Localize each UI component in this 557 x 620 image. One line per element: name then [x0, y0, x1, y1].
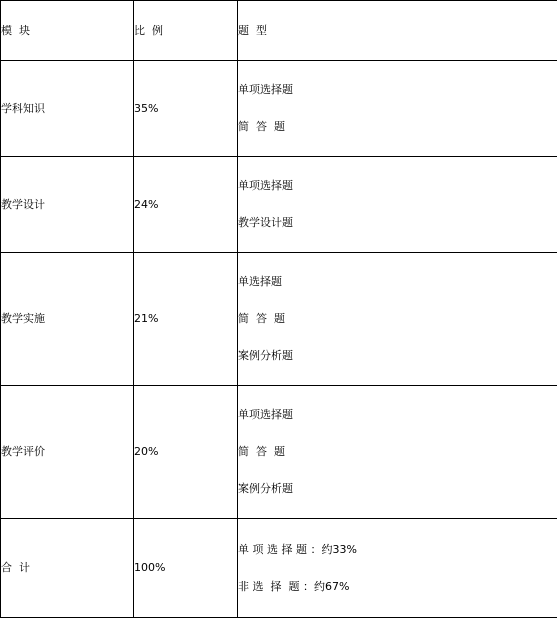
table-row — [1, 157, 557, 253]
ratio-value: 35% — [134, 101, 159, 115]
table-row — [1, 386, 557, 519]
ratio-cell — [134, 519, 238, 618]
module-cell — [1, 253, 134, 386]
question-type: 简 答 题 — [238, 445, 285, 458]
types-cell — [238, 519, 557, 618]
ratio-value: 20% — [134, 445, 159, 458]
question-type: 单选择题 — [238, 275, 282, 288]
header-module-label: 模 块 — [1, 23, 30, 37]
question-type: 单项选择题 — [238, 83, 293, 96]
module-name: 教学实施 — [1, 312, 45, 325]
module-cell — [1, 157, 134, 253]
table-row — [1, 61, 557, 157]
types-cell — [238, 253, 557, 386]
module-name: 合 计 — [1, 561, 30, 574]
header-ratio-label: 比 例 — [134, 23, 163, 37]
question-type: 简 答 题 — [238, 120, 285, 133]
table-header-row — [1, 1, 557, 61]
question-type: 案例分析题 — [238, 349, 293, 362]
header-module — [1, 1, 134, 61]
module-name: 教学评价 — [1, 445, 45, 458]
question-type: 非 选 择 题 ：约67% — [238, 579, 350, 593]
types-cell — [238, 61, 557, 157]
ratio-cell — [134, 61, 238, 157]
table-row-total — [1, 519, 557, 618]
question-type: 单项选择题 — [238, 408, 293, 421]
question-type: 教学设计题 — [238, 216, 293, 229]
header-question-type-label: 题 型 — [238, 23, 267, 37]
module-name: 教学设计 — [1, 197, 45, 211]
module-cell — [1, 519, 134, 618]
ratio-cell — [134, 386, 238, 519]
module-name: 学科知识 — [1, 101, 45, 115]
module-cell — [1, 61, 134, 157]
table-row — [1, 253, 557, 386]
header-ratio — [134, 1, 238, 61]
module-cell — [1, 386, 134, 519]
question-type: 单项选择题 — [238, 179, 293, 192]
types-cell — [238, 386, 557, 519]
ratio-cell — [134, 157, 238, 253]
ratio-value: 21% — [134, 312, 159, 325]
ratio-value: 24% — [134, 197, 159, 211]
ratio-value: 100% — [134, 561, 166, 574]
types-cell — [238, 157, 557, 253]
question-type: 简 答 题 — [238, 312, 285, 325]
ratio-cell — [134, 253, 238, 386]
question-type: 单 项 选 择 题 ：约33% — [238, 542, 357, 556]
question-type: 案例分析题 — [238, 482, 293, 495]
header-question-type — [238, 1, 557, 61]
